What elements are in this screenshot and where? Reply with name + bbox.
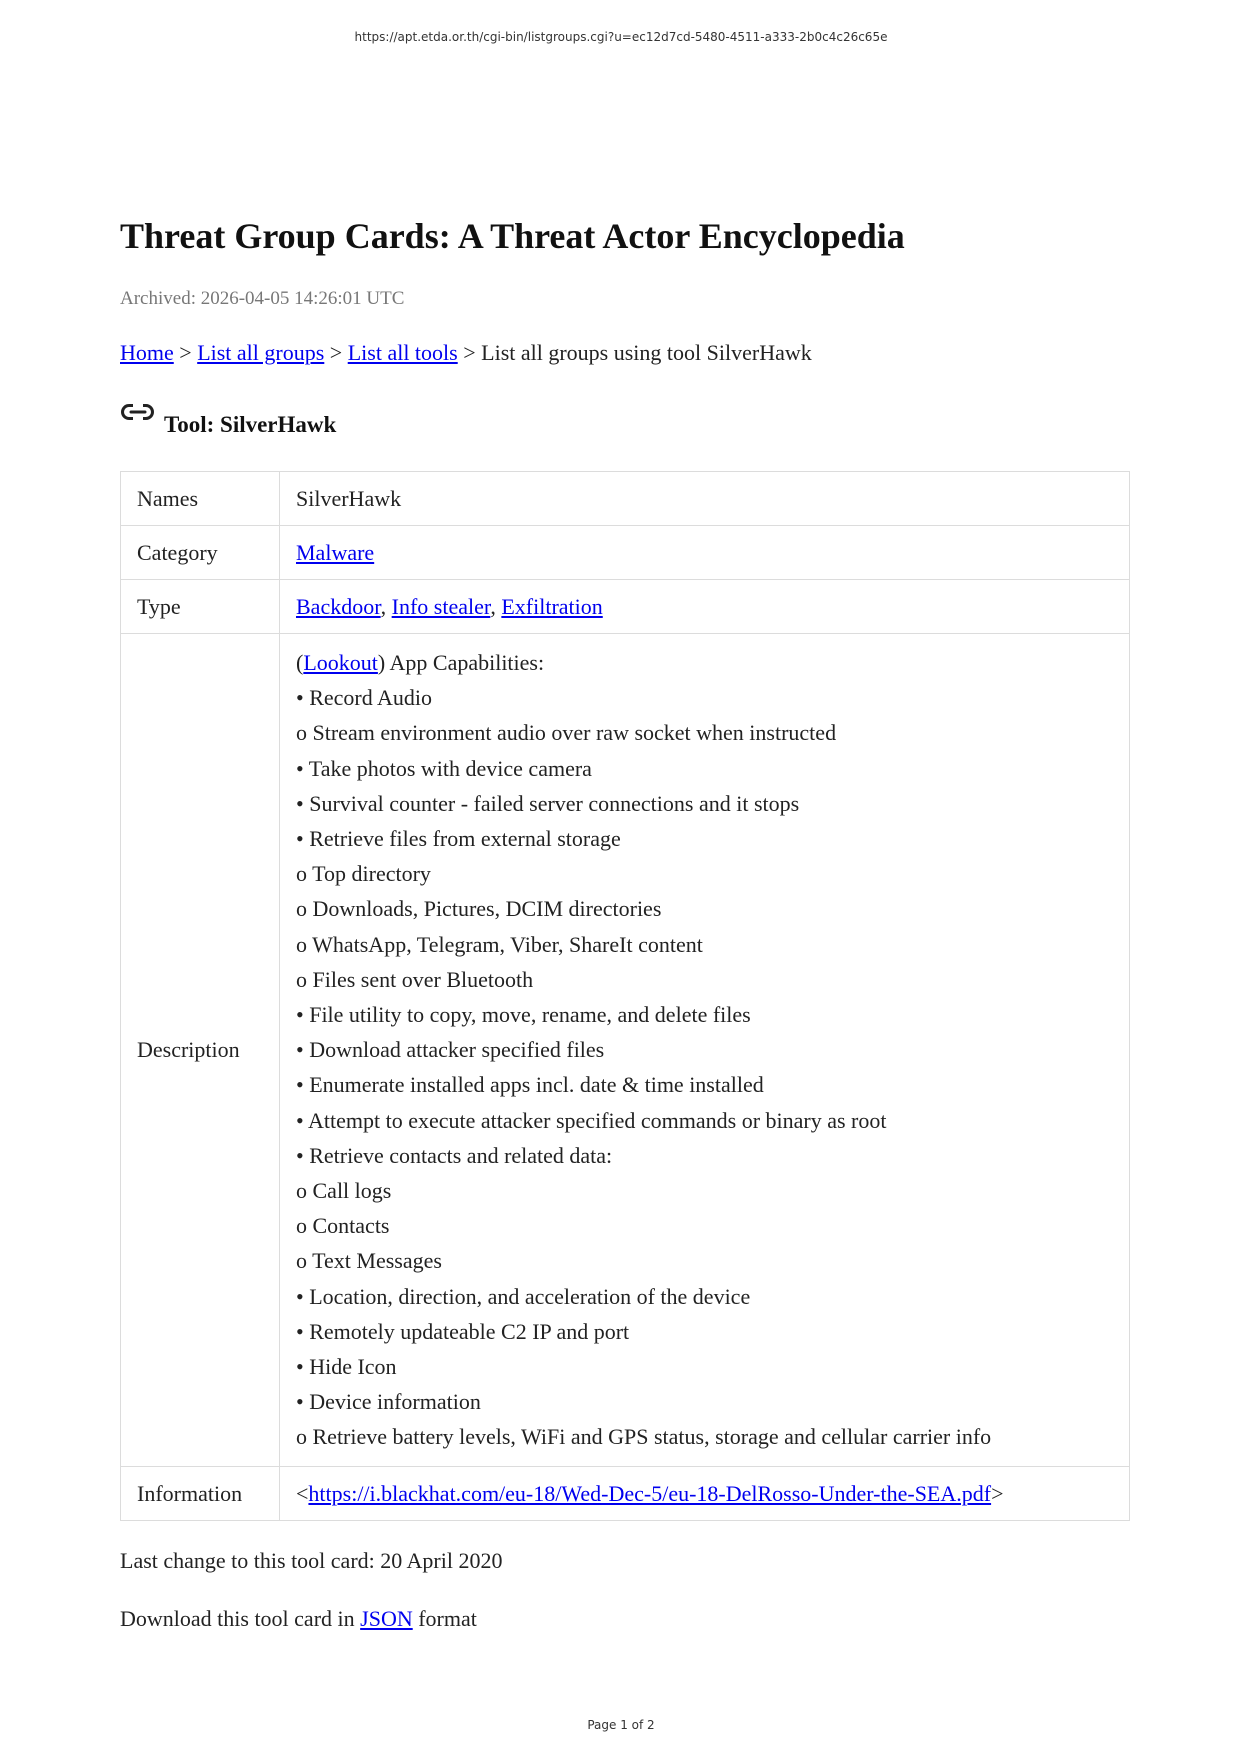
description-line: • Hide Icon [296,1354,397,1380]
description-line: o Downloads, Pictures, DCIM directories [296,896,662,922]
page-title: Threat Group Cards: A Threat Actor Encyclopedia [120,216,905,256]
blackhat-reference-link[interactable]: https://i.blackhat.com/eu-18/Wed-Dec-5/eu-18-DelRosso-Under-the-SEA.pdf [308,1480,992,1506]
description-line: • Retrieve contacts and related data: [296,1142,613,1168]
description-line: • Survival counter - failed server connections and it stops [296,790,800,816]
json-download-link[interactable]: JSON [360,1606,413,1631]
angle-close: > [991,1480,1004,1506]
information-value [280,1466,1130,1520]
description-line: o Files sent over Bluetooth [296,966,534,992]
breadcrumb-current: List all groups using tool SilverHawk [481,340,812,365]
description-line: o WhatsApp, Telegram, Viber, ShareIt content [296,931,703,957]
description-line: • Remotely updateable C2 IP and port [296,1318,630,1344]
paren-open: ( [296,650,304,675]
category-row [121,526,1130,580]
names-value: SilverHawk [280,472,1130,526]
description-row [121,634,1130,1467]
information-label: Information [121,1466,280,1520]
description-line: o Top directory [296,861,431,887]
lookout-source-link[interactable]: Lookout [303,650,378,675]
link-icon [120,402,156,424]
tool-title: Tool: SilverHawk [164,412,337,437]
type-row [121,580,1130,634]
description-line: • Enumerate installed apps incl. date & time installed [296,1072,764,1098]
description-line: • File utility to copy, move, rename, and delete files [296,1002,751,1028]
description-line: • Record Audio [296,685,433,711]
breadcrumb-separator: > [457,340,482,365]
names-label: Names [121,472,280,526]
information-row [121,1466,1130,1520]
description-line: o Call logs [296,1178,392,1204]
download-text-before: Download this tool card in [120,1606,361,1631]
last-change-note: Last change to this tool card: 20 April 2020 [120,1548,503,1573]
breadcrumb-separator: > [324,340,348,365]
category-malware-link[interactable]: Malware [296,539,375,565]
type-separator: , [380,593,392,619]
breadcrumb-tools-link[interactable]: List all tools [347,340,458,365]
download-text-after: format [412,1606,477,1631]
type-value [280,580,1130,634]
description-value [280,634,1130,1467]
page-number-footer: Page 1 of 2 [587,1718,655,1732]
archived-timestamp: Archived: 2026-04-05 14:26:01 UTC [120,288,405,309]
description-line: • Retrieve files from external storage [296,826,621,852]
description-line: • Take photos with device camera [296,755,592,781]
category-value [280,526,1130,580]
names-row [121,472,1130,526]
breadcrumb-home-link[interactable]: Home [120,340,174,365]
breadcrumb [120,338,812,368]
description-line: o Stream environment audio over raw socket when instructed [296,720,837,746]
description-intro [296,645,1113,680]
type-separator: , [490,593,502,619]
breadcrumb-separator: > [173,340,198,365]
description-line: o Retrieve battery levels, WiFi and GPS status, storage and cellular carrier info [296,1424,992,1450]
category-label: Category [121,526,280,580]
description-intro-text: ) App Capabilities: [377,650,545,675]
type-backdoor-link[interactable]: Backdoor [296,593,381,619]
description-line: o Contacts [296,1213,390,1239]
tool-heading [120,400,336,438]
description-line: • Download attacker specified files [296,1037,605,1063]
description-label: Description [121,634,280,1467]
description-line: o Text Messages [296,1248,442,1274]
description-line: • Device information [296,1389,481,1415]
description-line: • Location, direction, and acceleration of the device [296,1283,751,1309]
description-line: • Attempt to execute attacker specified commands or binary as root [296,1107,887,1133]
type-exfiltration-link[interactable]: Exfiltration [501,593,603,619]
angle-open: < [296,1480,309,1506]
page-url-header: https://apt.etda.or.th/cgi-bin/listgroups.cgi?u=ec12d7cd-5480-4511-a333-2b0c4c26c65e [354,30,888,44]
type-label: Type [121,580,280,634]
type-info-stealer-link[interactable]: Info stealer [391,593,491,619]
tool-card-table [120,471,1130,1521]
download-note [120,1604,477,1634]
breadcrumb-groups-link[interactable]: List all groups [197,340,325,365]
